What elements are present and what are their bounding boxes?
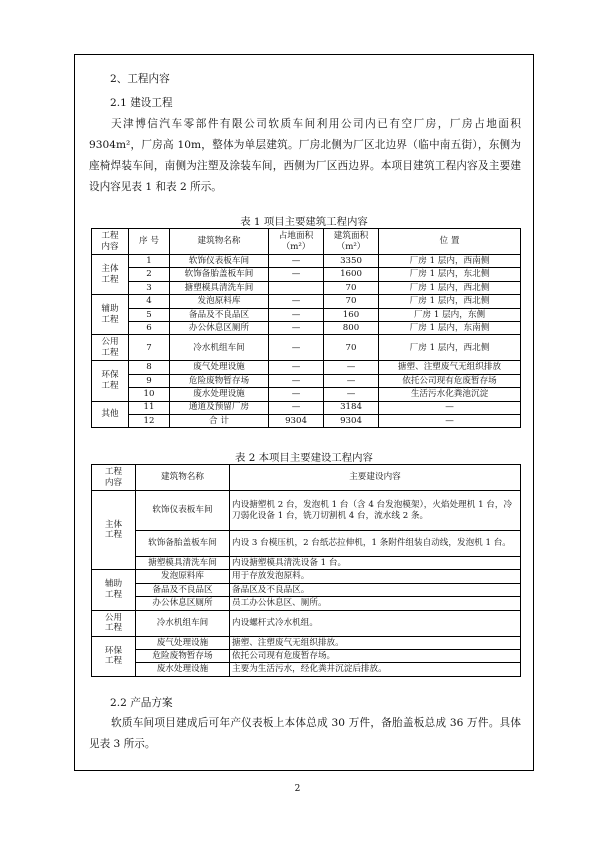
table-cell: —: [379, 401, 521, 414]
table-cell: 搪塑模具清洗车间: [170, 281, 269, 294]
group-label-cell: 环保 工程: [92, 636, 136, 676]
table-cell: 厂房 1 层内，东北侧: [379, 268, 521, 281]
group-label-cell: 公用 工程: [92, 610, 136, 636]
table-row: [92, 570, 521, 583]
table-cell: 发泡原料库: [136, 570, 230, 583]
table-header-cell: 工程 内容: [92, 229, 129, 255]
group-label-cell: 主体 工程: [92, 255, 129, 295]
table-cell: —: [324, 388, 379, 401]
table-header-cell: 建筑物名称: [136, 465, 230, 491]
table-cell: 内设搪塑机 2 台，发泡机 1 台（含 4 台发泡模架），火焰处理机 1 台，冷刀弱化设备 1 台，铣刀切割机 4 台，流水线 2 条。: [230, 491, 521, 531]
product-paragraph: 软质车间项目建成后可年产仪表板上本体总成 30 万件，备胎盖板总成 36 万件。具体见表 3 所示。: [89, 717, 521, 750]
table-cell: 3: [129, 281, 170, 294]
table-row: [92, 268, 521, 281]
table-cell: 冷水机组车间: [136, 610, 230, 636]
table-cell: 厂房 1 层内，西北侧: [379, 281, 521, 294]
group-label-cell: 其他: [92, 401, 129, 428]
table-cell: 8: [129, 361, 170, 374]
table-cell: 备品及不良品区: [136, 583, 230, 596]
table-cell: 1: [129, 255, 170, 268]
table-cell: 内设螺杆式冷水机组。: [230, 610, 521, 636]
table-cell: 70: [324, 281, 379, 294]
table-cell: —: [324, 374, 379, 387]
table-row: [92, 597, 521, 610]
table-row: [92, 663, 521, 676]
table-header-cell: 建筑物名称: [170, 229, 269, 255]
table-cell: 软饰备胎盖板车间: [170, 268, 269, 281]
table-cell: 废水处理设施: [170, 388, 269, 401]
table-cell: 厂房 1 层内，西北侧: [379, 335, 521, 361]
table-cell: —: [269, 321, 324, 334]
table-cell: 内设搪塑模具清洗设备 1 台。: [230, 557, 521, 570]
table-row: [92, 491, 521, 531]
table-header-cell: 位 置: [379, 229, 521, 255]
table-cell: 厂房 1 层内，东南侧: [379, 321, 521, 334]
table-cell: 冷水机组车间: [170, 335, 269, 361]
table-row: [92, 531, 521, 557]
table-cell: 70: [324, 295, 379, 308]
intro-paragraph: 天津博信汽车零部件有限公司软质车间利用公司内已有空厂房，厂房占地面积 9304m²，厂房高 10m，整体为单层建筑。厂房北侧为厂区北边界（临中南五街），东侧为座椅焊装车间，南侧为注塑及涂装车间，西侧为厂区西边界。本项目建筑工程内容及主要建设内容见表 1 和表 2 所示。: [89, 118, 521, 193]
table-cell: 1600: [324, 268, 379, 281]
table-cell: 软饰备胎盖板车间: [136, 531, 230, 557]
table-cell: 800: [324, 321, 379, 334]
table-cell: 依托公司现有危废暂存场。: [230, 649, 521, 662]
table-row: [92, 610, 521, 636]
table-cell: —: [269, 388, 324, 401]
table-header-cell: 序 号: [129, 229, 170, 255]
table-cell: 发泡原料库: [170, 295, 269, 308]
table-cell: 5: [129, 308, 170, 321]
table-cell: —: [269, 335, 324, 361]
table-row: [92, 636, 521, 649]
table-cell: 厂房 1 层内，西南侧: [379, 255, 521, 268]
table-cell: 搪塑、注塑废气无组织排放。: [230, 636, 521, 649]
table-cell: 通道及预留厂房: [170, 401, 269, 414]
table-cell: —: [269, 295, 324, 308]
table-cell: 9304: [269, 414, 324, 427]
table-cell: [269, 281, 324, 294]
table-cell: 危险废物暂存场: [136, 649, 230, 662]
table-cell: 10: [129, 388, 170, 401]
table-construction-content: [91, 464, 521, 677]
subsection-title-product: 2.2 产品方案: [110, 697, 173, 709]
group-label-cell: 辅助 工程: [92, 570, 136, 610]
table2-caption: 表 2 本项目主要建设工程内容: [235, 452, 373, 464]
table-header-cell: 建筑面积 （m²）: [324, 229, 379, 255]
table-cell: 70: [324, 335, 379, 361]
table-cell: 160: [324, 308, 379, 321]
table-cell: 软饰仪表板车间: [136, 491, 230, 531]
table-cell: 用于存放发泡原料。: [230, 570, 521, 583]
table-row: [92, 388, 521, 401]
table-building-works: [91, 228, 521, 428]
section-title: 2、工程内容: [110, 73, 170, 85]
table-cell: 内设 3 台模压机，2 台纸芯拉伸机，1 条附件组装自动线，发泡机 1 台。: [230, 531, 521, 557]
table-cell: 9: [129, 374, 170, 387]
group-label-cell: 主体 工程: [92, 491, 136, 570]
table-cell: 办公休息区厕所: [170, 321, 269, 334]
table-cell: 主要为生活污水，经化粪井沉淀后排放。: [230, 663, 521, 676]
table-header-cell: 主要建设内容: [230, 465, 521, 491]
group-label-cell: 辅助 工程: [92, 295, 129, 335]
table-cell: 依托公司现有危废暂存场: [379, 374, 521, 387]
table-header-cell: 占地面积 （m²）: [269, 229, 324, 255]
table-cell: 生活污水化粪池沉淀: [379, 388, 521, 401]
group-label-cell: 环保 工程: [92, 361, 129, 401]
table-cell: 废气处理设施: [170, 361, 269, 374]
table-row: [92, 557, 521, 570]
table-row: [92, 308, 521, 321]
table-cell: 11: [129, 401, 170, 414]
table-cell: 备品区及不良品区。: [230, 583, 521, 596]
table-cell: —: [269, 361, 324, 374]
page-number: 2: [294, 784, 301, 794]
table-row: [92, 255, 521, 268]
table-row: [92, 649, 521, 662]
table-cell: 软饰仪表板车间: [170, 255, 269, 268]
table-cell: 危险废物暂存场: [170, 374, 269, 387]
table-row: [92, 321, 521, 334]
table-cell: 厂房 1 层内，东侧: [379, 308, 521, 321]
table-row: [92, 414, 521, 427]
table-cell: 12: [129, 414, 170, 427]
table-row: [92, 401, 521, 414]
table-header-row: [92, 465, 521, 491]
table-row: [92, 361, 521, 374]
table-cell: 4: [129, 295, 170, 308]
table-cell: —: [269, 308, 324, 321]
table-cell: 厂房 1 层内，西北侧: [379, 295, 521, 308]
table-cell: 搪塑、注塑废气无组织排放: [379, 361, 521, 374]
table-cell: —: [324, 361, 379, 374]
table-cell: —: [269, 255, 324, 268]
table-cell: 废气处理设施: [136, 636, 230, 649]
table1-caption: 表 1 项目主要建筑工程内容: [240, 216, 368, 228]
table-row: [92, 374, 521, 387]
table-cell: 合 计: [170, 414, 269, 427]
group-label-cell: 公用 工程: [92, 335, 129, 361]
table-row: [92, 583, 521, 596]
table-cell: 办公休息区厕所: [136, 597, 230, 610]
table-cell: 7: [129, 335, 170, 361]
table-row: [92, 295, 521, 308]
table-cell: —: [379, 414, 521, 427]
table-cell: 9304: [324, 414, 379, 427]
table-cell: 6: [129, 321, 170, 334]
table-cell: 员工办公休息区、厕所。: [230, 597, 521, 610]
table-cell: 废水处理设施: [136, 663, 230, 676]
subsection-title-construction: 2.1 建设工程: [110, 97, 173, 109]
table-cell: —: [269, 268, 324, 281]
table-cell: 3184: [324, 401, 379, 414]
table-header-cell: 工程 内容: [92, 465, 136, 491]
table-cell: 3350: [324, 255, 379, 268]
table-cell: 2: [129, 268, 170, 281]
table-row: [92, 281, 521, 294]
table-header-row: [92, 229, 521, 255]
table-row: [92, 335, 521, 361]
table-cell: —: [269, 374, 324, 387]
table-cell: —: [269, 401, 324, 414]
table-cell: 搪塑模具清洗车间: [136, 557, 230, 570]
table-cell: 备品及不良品区: [170, 308, 269, 321]
